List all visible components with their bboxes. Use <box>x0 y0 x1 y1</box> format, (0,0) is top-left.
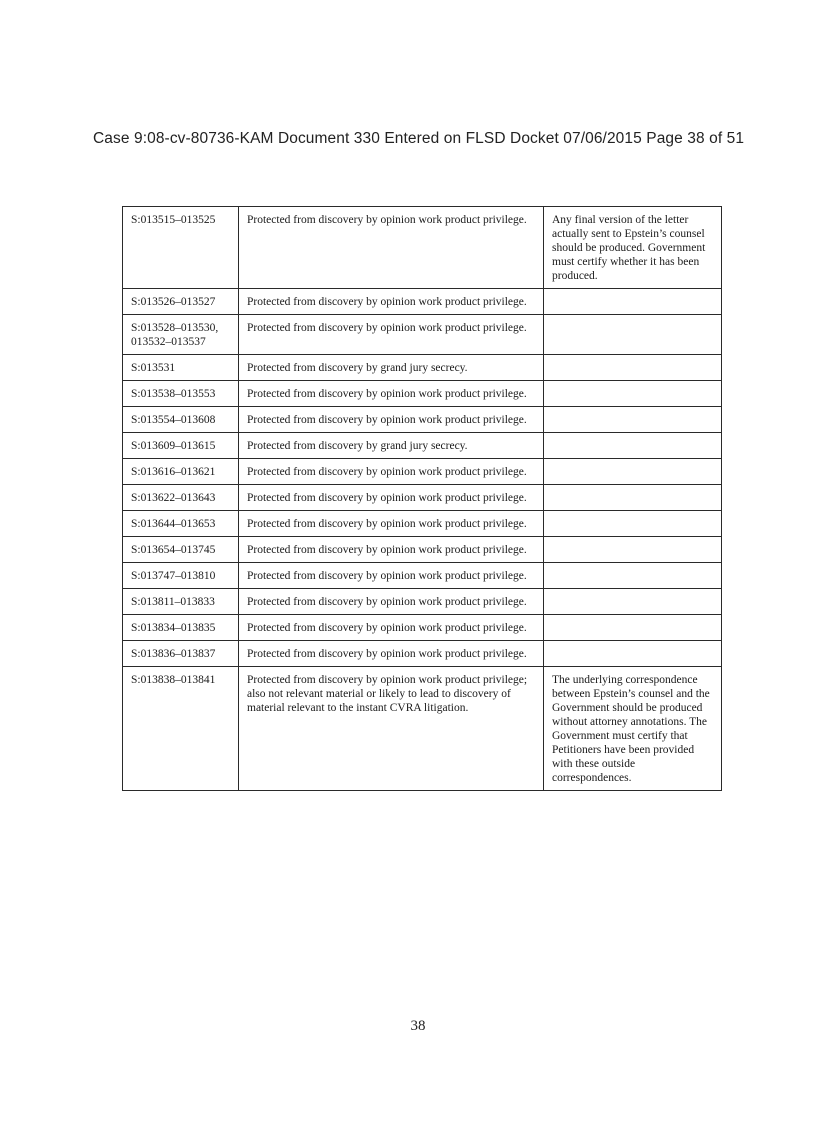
table-row <box>123 667 722 791</box>
ruling-cell <box>544 289 722 315</box>
table-row <box>123 289 722 315</box>
bates-cell: S:013538–013553 <box>123 381 239 407</box>
bates-cell: S:013644–013653 <box>123 511 239 537</box>
bates-cell: S:013531 <box>123 355 239 381</box>
bates-cell: S:013654–013745 <box>123 537 239 563</box>
reason-cell: Protected from discovery by opinion work product privilege. <box>239 511 544 537</box>
ruling-cell <box>544 641 722 667</box>
page-number: 38 <box>410 1018 426 1034</box>
bates-cell: S:013622–013643 <box>123 485 239 511</box>
reason-cell: Protected from discovery by opinion work product privilege. <box>239 315 544 355</box>
bates-cell: S:013838–013841 <box>123 667 239 791</box>
bates-cell: S:013811–013833 <box>123 589 239 615</box>
bates-cell: S:013616–013621 <box>123 459 239 485</box>
ruling-cell <box>544 381 722 407</box>
table-row <box>123 459 722 485</box>
ruling-cell <box>544 563 722 589</box>
table-row <box>123 433 722 459</box>
bates-cell: S:013834–013835 <box>123 615 239 641</box>
bates-cell: S:013747–013810 <box>123 563 239 589</box>
table-row <box>123 315 722 355</box>
bates-cell: S:013836–013837 <box>123 641 239 667</box>
bates-cell: S:013528–013530, 013532–013537 <box>123 315 239 355</box>
table-row <box>123 407 722 433</box>
reason-cell: Protected from discovery by opinion work product privilege. <box>239 563 544 589</box>
ruling-cell <box>544 459 722 485</box>
reason-cell: Protected from discovery by grand jury secrecy. <box>239 433 544 459</box>
bates-cell: S:013526–013527 <box>123 289 239 315</box>
table-row <box>123 207 722 289</box>
table-row <box>123 381 722 407</box>
privilege-log-table <box>122 206 722 791</box>
ruling-cell <box>544 511 722 537</box>
reason-cell: Protected from discovery by opinion work product privilege. <box>239 289 544 315</box>
bates-cell: S:013554–013608 <box>123 407 239 433</box>
ruling-cell <box>544 433 722 459</box>
ruling-cell <box>544 485 722 511</box>
reason-cell: Protected from discovery by opinion work product privilege. <box>239 381 544 407</box>
reason-cell: Protected from discovery by opinion work product privilege. <box>239 615 544 641</box>
reason-cell: Protected from discovery by opinion work product privilege. <box>239 207 544 289</box>
reason-cell: Protected from discovery by opinion work product privilege. <box>239 485 544 511</box>
bates-cell: S:013515–013525 <box>123 207 239 289</box>
table-row <box>123 641 722 667</box>
case-header: Case 9:08-cv-80736-KAM Document 330 Entered on FLSD Docket 07/06/2015 Page 38 of 51 <box>93 130 745 147</box>
ruling-cell <box>544 615 722 641</box>
reason-cell: Protected from discovery by opinion work product privilege. <box>239 641 544 667</box>
ruling-cell: The underlying correspondence between Epstein’s counsel and the Government should be produced without attorney annotations. The Government must certify that Petitioners have been provided with these outside correspondences. <box>544 667 722 791</box>
table-row <box>123 563 722 589</box>
reason-cell: Protected from discovery by opinion work product privilege. <box>239 589 544 615</box>
ruling-cell <box>544 315 722 355</box>
table-row <box>123 355 722 381</box>
table-row <box>123 511 722 537</box>
ruling-cell: Any final version of the letter actually sent to Epstein’s counsel should be produced. Government must certify whether it has been produced. <box>544 207 722 289</box>
reason-cell: Protected from discovery by opinion work product privilege. <box>239 407 544 433</box>
ruling-cell <box>544 355 722 381</box>
bates-cell: S:013609–013615 <box>123 433 239 459</box>
reason-cell: Protected from discovery by opinion work product privilege. <box>239 537 544 563</box>
reason-cell: Protected from discovery by grand jury secrecy. <box>239 355 544 381</box>
table-row <box>123 537 722 563</box>
ruling-cell <box>544 537 722 563</box>
reason-cell: Protected from discovery by opinion work product privilege; also not relevant material or likely to lead to discovery of material relevant to the instant CVRA litigation. <box>239 667 544 791</box>
table-row <box>123 615 722 641</box>
table-row <box>123 485 722 511</box>
reason-cell: Protected from discovery by opinion work product privilege. <box>239 459 544 485</box>
ruling-cell <box>544 407 722 433</box>
ruling-cell <box>544 589 722 615</box>
privilege-log-body <box>123 207 722 791</box>
table-row <box>123 589 722 615</box>
